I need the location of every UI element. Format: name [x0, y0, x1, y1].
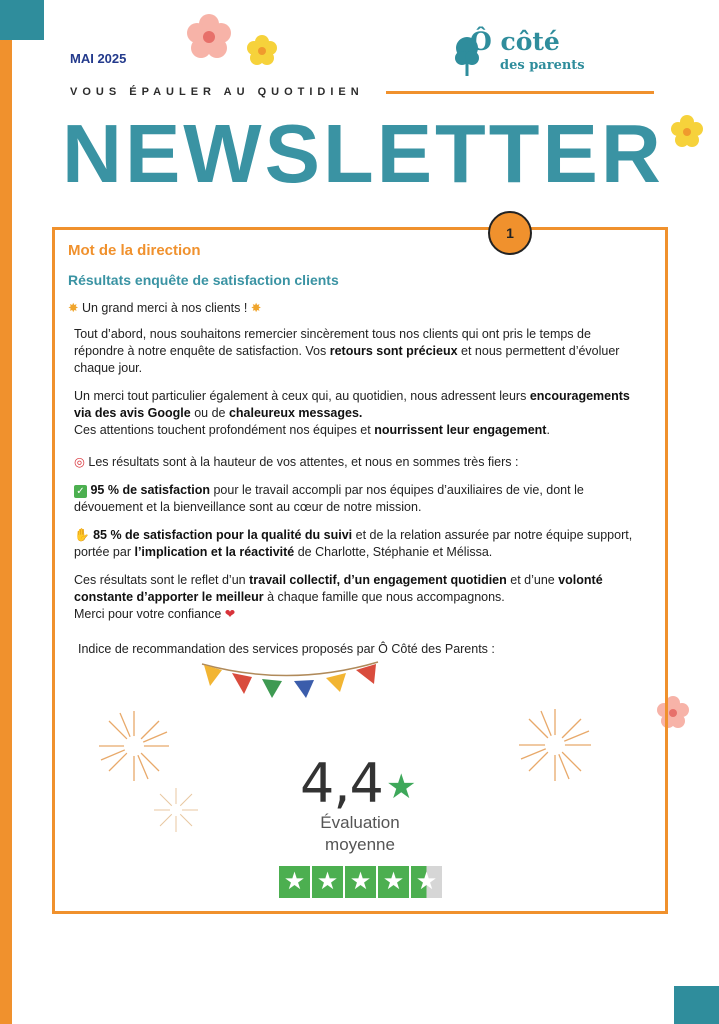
logo-main-text: Ô côté	[470, 27, 560, 56]
pink-flower-icon	[184, 12, 234, 64]
paragraph-thanks: Un merci tout particulier également à ceux qui, au quotidien, nous adressent leurs encouragements via des avis Google ou de chaleureux messages. Ces attentions touchent profondément nos équipes et nourrissent leur engagement.	[74, 389, 630, 437]
yellow-flower-icon	[670, 114, 704, 148]
rating-value: 4,4	[300, 752, 383, 815]
tagline: VOUS ÉPAULER AU QUOTIDIEN	[70, 86, 364, 98]
heart-icon: ❤	[224, 607, 236, 621]
paragraph-conclusion: Ces résultats sont le reflet d’un travail collectif, d’un engagement quotidien et d’une volonté constante d’apporter le meilleur à chaque famille que nous accompagnons. Merci pour votre confiance ❤	[74, 573, 603, 621]
tagline-divider	[386, 91, 654, 94]
star-icon: ★	[378, 866, 409, 898]
star-icon: ★	[345, 866, 376, 898]
paragraph-intro: Tout d’abord, nous souhaitons remercier sincèrement tous nos clients qui ont pris le temps de répondre à notre enquête de satisfaction. Vos retours sont précieux et nous permettent d’évoluer chaque jour.	[74, 327, 620, 375]
section-heading: Mot de la direction	[68, 242, 201, 259]
firework-icon	[96, 708, 172, 784]
page-number-badge: 1	[488, 211, 532, 255]
issue-date: MAI 2025	[70, 51, 127, 66]
newsletter-title: NEWSLETTER	[62, 107, 664, 200]
target-icon: ◎	[74, 455, 85, 469]
result-item-1: ✓ 95 % de satisfaction pour le travail accompli par nos équipes d’auxiliaires de vie, dont le dévouement et la bienveillance sont au cœur de notre mission.	[74, 483, 584, 514]
rating-label: Évaluation moyenne	[320, 813, 400, 854]
result-item-2: ✋ 85 % de satisfaction pour la qualité du suivi et de la relation assurée par notre équipe support, portée par l’implication et la réactivité de Charlotte, Stéphanie et Mélissa.	[74, 528, 633, 559]
yellow-flower-icon	[246, 34, 278, 66]
bunting-icon	[198, 658, 382, 704]
rating-star-icon: ★	[386, 768, 417, 806]
section-subheading: Résultats enquête de satisfaction clients	[68, 272, 339, 288]
left-accent-bar	[0, 40, 12, 1024]
star-icon: ★	[312, 866, 343, 898]
half-star-icon: ★	[411, 866, 442, 898]
thanks-line: ✸ Un grand merci à nos clients ! ✸	[68, 301, 262, 315]
star-icon: ★	[279, 866, 310, 898]
corner-square-top	[0, 0, 44, 40]
results-intro: ◎ Les résultats sont à la hauteur de vos attentes, et nous en sommes très fiers :	[74, 455, 519, 469]
sparkle-icon: ✸	[250, 301, 262, 315]
firework-icon	[152, 786, 200, 834]
sparkle-icon: ✸	[68, 301, 79, 315]
corner-square-bottom	[674, 986, 719, 1024]
recommendation-label: Indice de recommandation des services proposés par Ô Côté des Parents :	[78, 642, 495, 656]
handshake-icon: ✋	[74, 528, 90, 542]
rating-stars	[279, 866, 445, 898]
logo-sub-text: des parents	[500, 58, 585, 73]
check-icon: ✓	[74, 485, 87, 498]
firework-icon	[516, 706, 594, 784]
